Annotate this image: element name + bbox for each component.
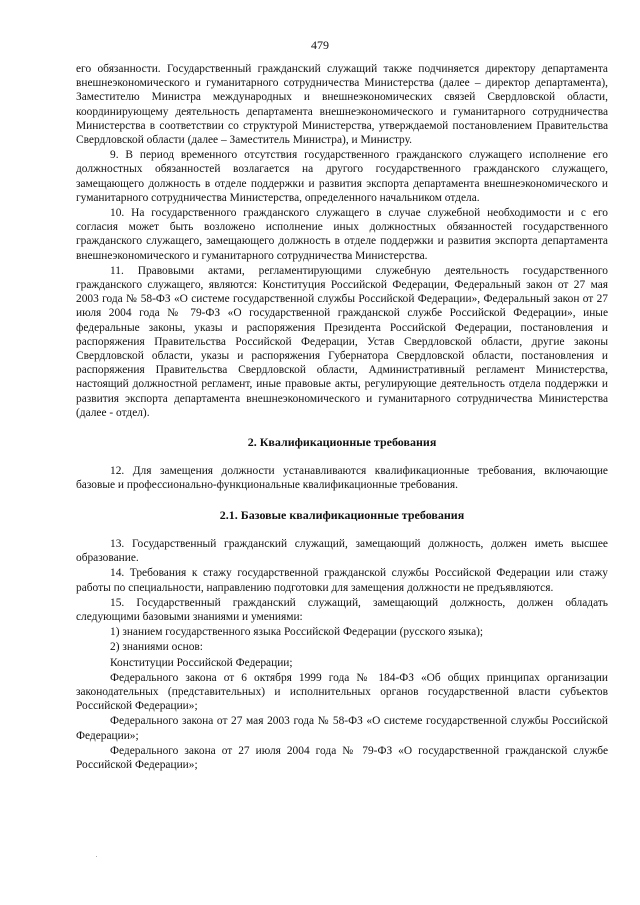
scan-speck: [96, 856, 97, 857]
document-body: [76, 62, 608, 773]
paragraph: его обязанности. Государственный гражданский служащий также подчиняется директору департамента внешнеэкономического и гуманитарного сотрудничества Министерства (далее – директор департамента), Заместителю Министра международных и внешнеэкономических связей Свердловской области, координирующему деятельность департамента внешнеэкономического и гуманитарного сотрудничества Министерства в соответствии со структурой Министерства, утверждаемой постановлением Правительства Свердловской области (далее – Заместитель Министра), и Министру.: [76, 63, 608, 147]
paragraph: Федерального закона от 6 октября 1999 года № 184-ФЗ «Об общих принципах организации законодательных (представительных) и исполнительных органов государственной власти субъектов Российской Федерации»;: [76, 671, 608, 713]
paragraph-12: 12. Для замещения должности устанавливаются квалификационные требования, включающие базовые и профессионально-функциональные квалификационные требования.: [76, 465, 608, 492]
page-number: 479: [311, 38, 329, 52]
paragraph: 1) знанием государственного языка Российской Федерации (русского языка);: [110, 626, 484, 639]
paragraph: 2) знаниями основ:: [110, 641, 203, 654]
paragraph: 10. На государственного гражданского служащего в случае служебной необходимости и с его согласия может быть возложено исполнение иных должностных обязанностей государственного гражданского служащего, замещающего должность в отделе поддержки и развития экспорта департамента внешнеэкономического и гуманитарного сотрудничества Министерства.: [76, 207, 608, 262]
section-job-duties: [76, 62, 608, 420]
paragraph: Федерального закона от 27 июля 2004 года № 79-ФЗ «О государственной гражданской службе Российской Федерации»;: [76, 744, 608, 771]
section-basic-requirements: [76, 537, 608, 772]
paragraph: 13. Государственный гражданский служащий, замещающий должность, должен иметь высшее образование.: [76, 537, 608, 565]
paragraph: 11. Правовыми актами, регламентирующими служебную деятельность государственного гражданского служащего, являются: Конституция Российской Федерации, Федеральный закон от 27 мая 2003 года № 58-ФЗ «О системе государственной службы Российской Федерации», Федеральный закон от 27 июля 2004 года № 79-ФЗ «О государственной гражданской службе Российской Федерации», иные федеральные законы, указы и распоряжения Президента Российской Федерации, постановления и распоряжения Правительства Российской Федерации, Устав Свердловской области, другие законы Свердловской области, указы и распоряжения Губернатора Свердловской области, постановления и распоряжения Правительства Свердловской области, Административный регламент Министерства, настоящий должностной регламент, иные правовые акты, регулирующие деятельность отдела поддержки и развития экспорта департамента внешнеэкономического и гуманитарного сотрудничества Министерства (далее - отдел).: [76, 264, 608, 419]
paragraph: 9. В период временного отсутствия государственного гражданского служащего исполнение его должностных обязанностей возлагается на другого государственного гражданского служащего, замещающего должность в отделе поддержки и развития экспорта департамента внешнеэкономического и гуманитарного сотрудничества Министерства, определенного начальником отдела.: [76, 149, 608, 204]
heading-basic-requirements: 2.1. Базовые квалификационные требования: [219, 507, 465, 522]
paragraph: 14. Требования к стажу государственной гражданской службы Российской Федерации или стажу работы по специальности, направлению подготовки для замещения должности не предъявляются.: [76, 567, 608, 594]
heading-qualification-requirements: 2. Квалификационные требования: [247, 435, 437, 450]
paragraph: 15. Государственный гражданский служащий, замещающий должность, должен обладать следующими базовыми знаниями и умениями:: [76, 596, 608, 623]
paragraph: Федерального закона от 27 мая 2003 года № 58-ФЗ «О системе государственной службы Российской Федерации»;: [76, 715, 608, 742]
paragraph: Конституции Российской Федерации;: [110, 656, 293, 669]
